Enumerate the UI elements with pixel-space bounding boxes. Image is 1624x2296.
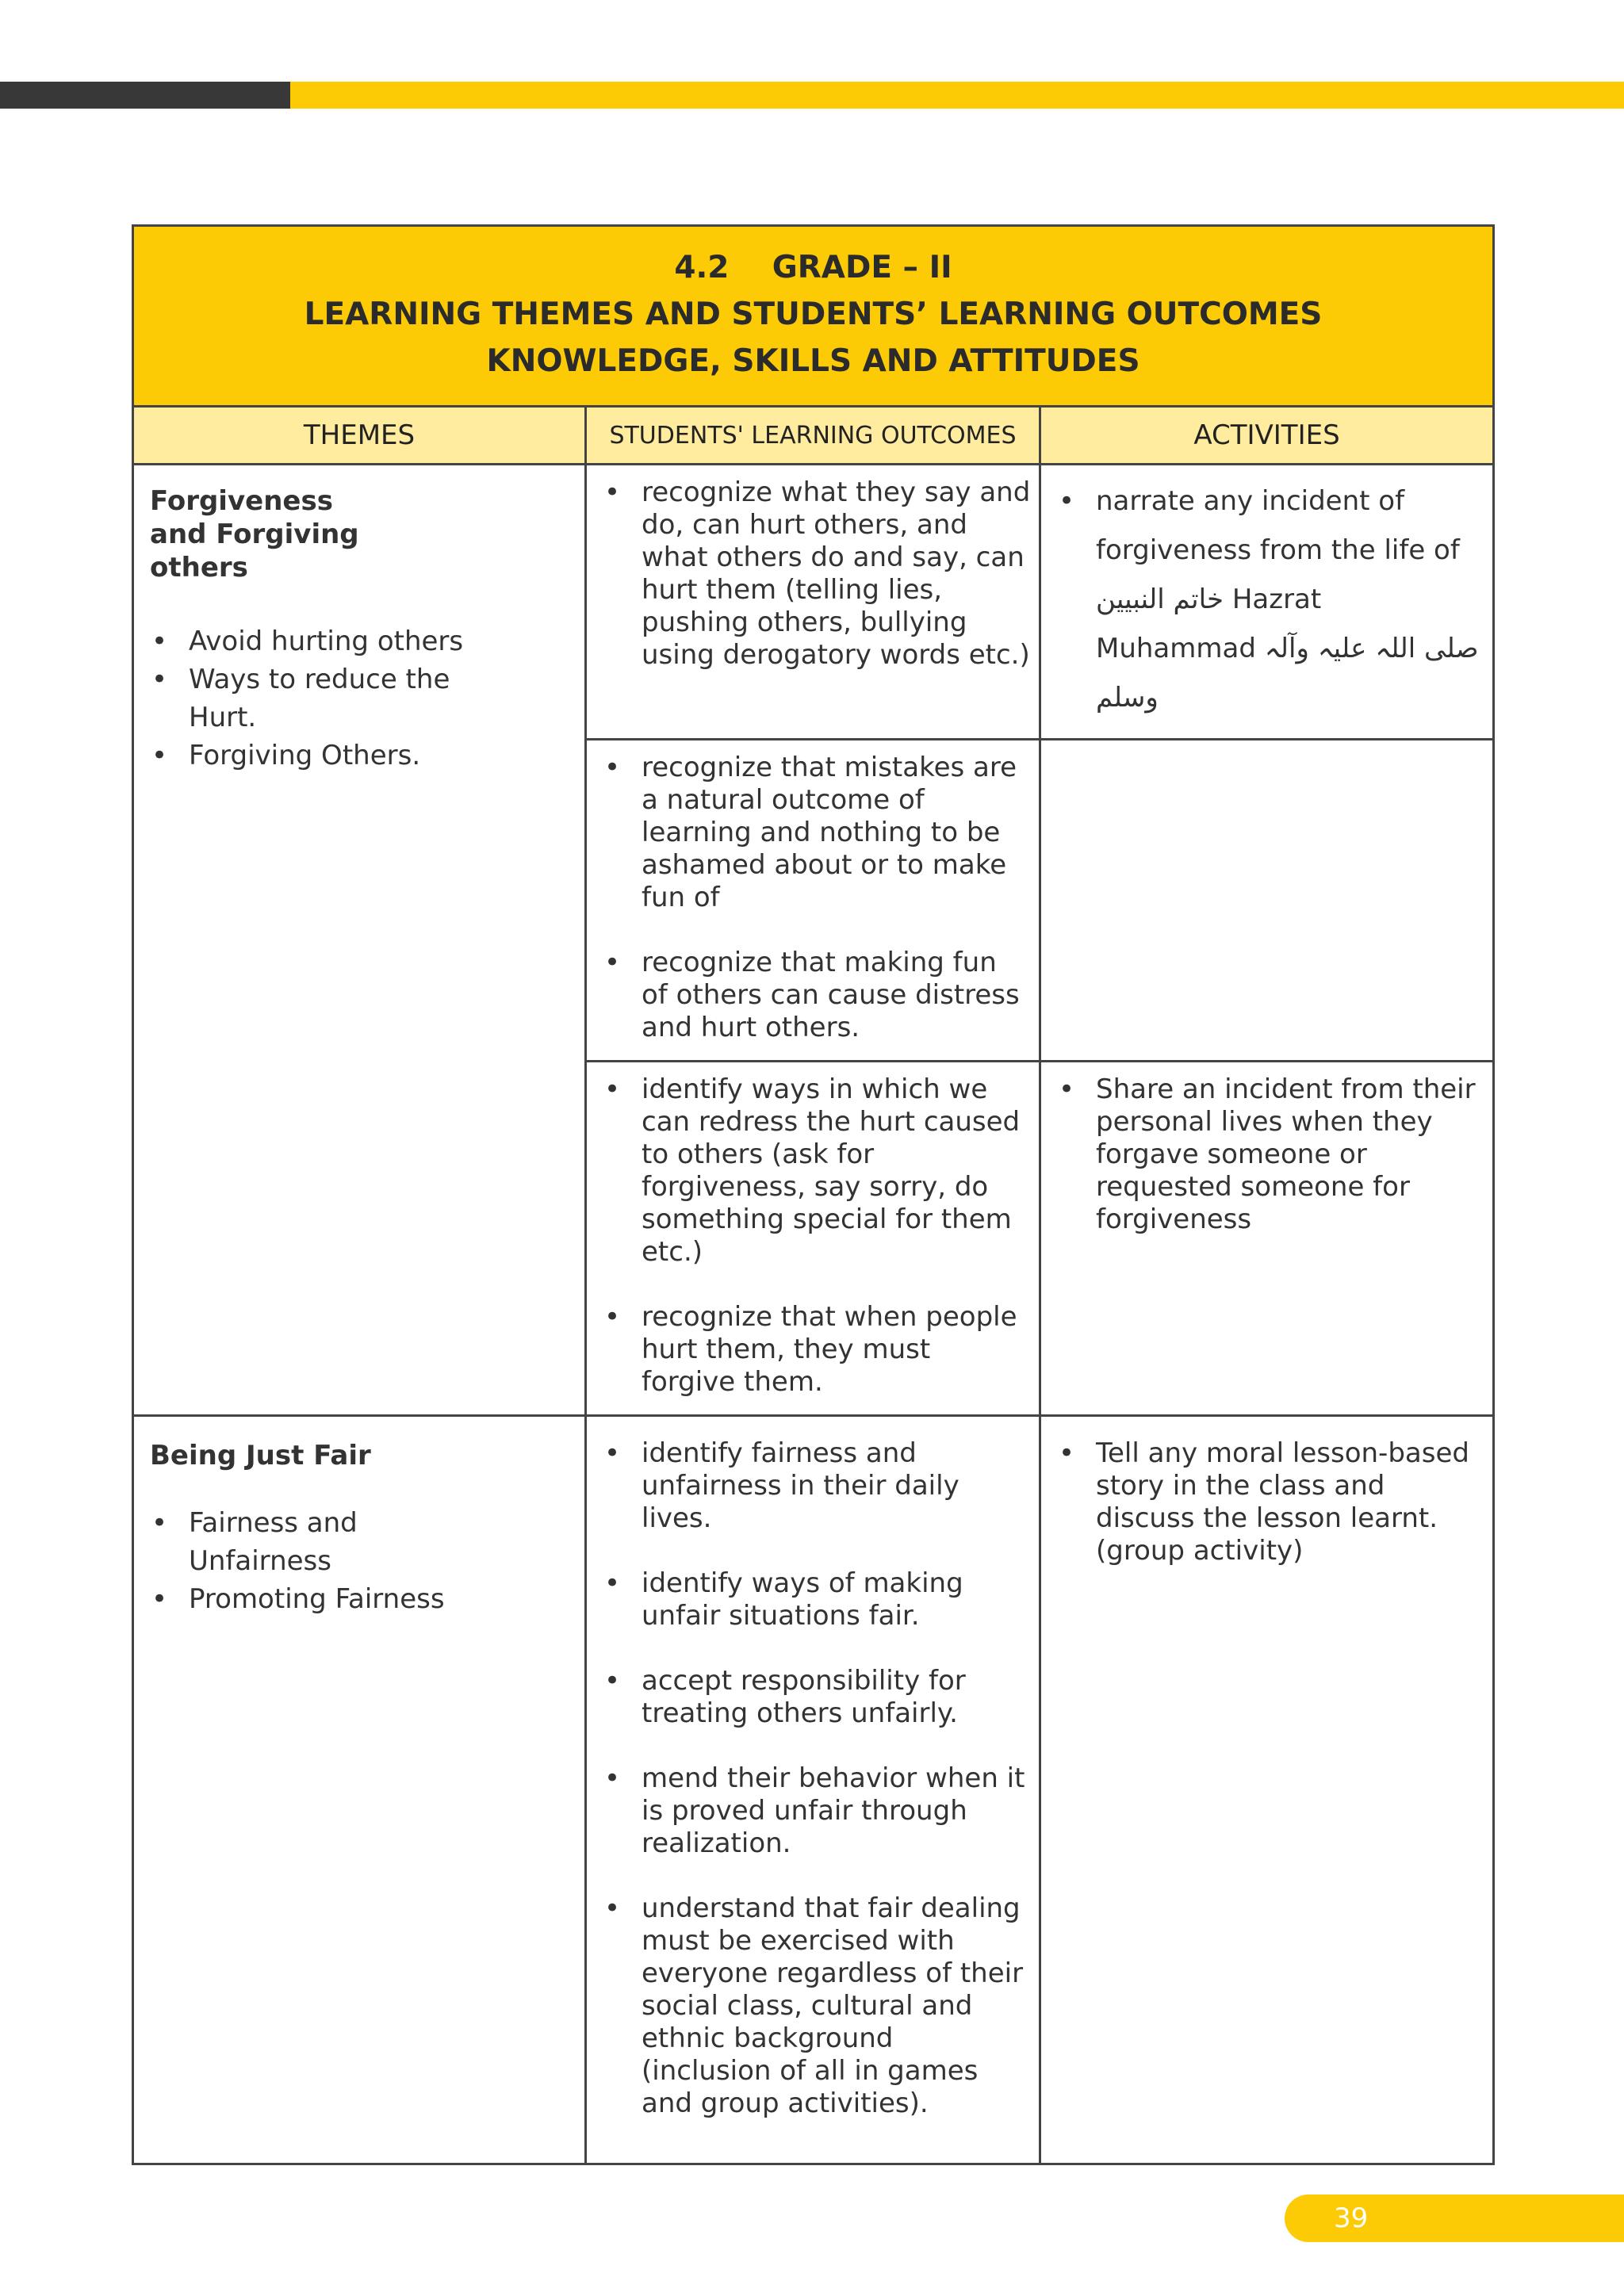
list-item: • Forgiving Others.: [150, 737, 576, 775]
urdu-honorific-khatam: خاتم النبیین: [1096, 584, 1224, 615]
list-item: • Promoting Fairness: [150, 1580, 576, 1618]
table-row: [133, 465, 1494, 740]
column-header-activities: ACTIVITIES: [1040, 407, 1494, 465]
outcomes-cell: [586, 465, 1040, 740]
list-item: • recognize what they say and do, can hurt others, and what others do and say, can hurt them (telling lies, pushing others, bullying using derogatory words etc.): [603, 476, 1031, 672]
list-item: • understand that fair dealing must be exercised with everyone regardless of their social class, cultural and ethnic background (inclusion of all in games and group activities).: [603, 1892, 1031, 2120]
table-title: [133, 226, 1494, 407]
header-bar-accent: [290, 82, 1624, 109]
list-item: • identify ways in which we can redress the hurt caused to others (ask for forgiveness, say sorry, do something special for them etc.): [603, 1073, 1031, 1269]
outcomes-cell: [586, 1062, 1040, 1416]
list-item: [1057, 476, 1484, 722]
list-item: • Ways to reduce the Hurt.: [150, 660, 576, 737]
theme-cell-fairness: [133, 1416, 586, 2164]
theme-list: [150, 1504, 576, 1618]
list-item: • recognize that when people hurt them, they must forgive them.: [603, 1301, 1031, 1399]
page-number: 39: [1334, 2202, 1369, 2234]
list-item: • Tell any moral lesson-based story in the class and discuss the lesson learnt. (group activity): [1057, 1437, 1484, 1567]
column-header-outcomes: STUDENTS' LEARNING OUTCOMES: [586, 407, 1040, 465]
list-item: • identify ways of making unfair situations fair.: [603, 1567, 1031, 1632]
title-grade: 4.2 GRADE – II: [674, 250, 952, 285]
list-item: • accept responsibility for treating others unfairly.: [603, 1665, 1031, 1730]
list-item: • identify fairness and unfairness in their daily lives.: [603, 1437, 1031, 1535]
theme-list: [150, 622, 576, 775]
curriculum-table: [132, 224, 1495, 2165]
activities-cell: [1040, 1416, 1494, 2164]
theme-cell-forgiveness: [133, 465, 586, 1416]
list-item: • Avoid hurting others: [150, 622, 576, 660]
column-header-themes: THEMES: [133, 407, 586, 465]
activities-cell: [1040, 740, 1494, 1062]
table-row: [133, 1416, 1494, 2164]
list-item: • mend their behavior when it is proved unfair through realization.: [603, 1762, 1031, 1860]
theme-title: Being Just Fair: [150, 1440, 371, 1471]
list-item: • Share an incident from their personal lives when they forgave someone or requested someone for forgiveness: [1057, 1073, 1484, 1236]
theme-title: Forgiveness and Forgiving others: [150, 485, 359, 584]
list-item: • recognize that mistakes are a natural outcome of learning and nothing to be ashamed about or to make fun of: [603, 752, 1031, 914]
activity-text: Hazrat Muhammad: [1096, 584, 1322, 664]
activity-text: narrate any incident of forgiveness from the life of: [1096, 485, 1460, 566]
outcomes-cell: [586, 740, 1040, 1062]
urdu-honorific-salawat: صلی اللہ علیہ وآلہ وسلم: [1096, 633, 1479, 714]
list-item: • recognize that making fun of others can cause distress and hurt others.: [603, 947, 1031, 1044]
activities-cell: [1040, 1062, 1494, 1416]
list-item: • Fairness and Unfairness: [150, 1504, 576, 1580]
outcomes-cell: [586, 1416, 1040, 2164]
header-bar-dark: [0, 82, 290, 109]
activities-cell: [1040, 465, 1494, 740]
page-number-tab: [1285, 2195, 1624, 2242]
title-themes: LEARNING THEMES AND STUDENTS’ LEARNING OUTCOMES: [304, 297, 1323, 332]
title-ksa: KNOWLEDGE, SKILLS AND ATTITUDES: [486, 343, 1140, 379]
